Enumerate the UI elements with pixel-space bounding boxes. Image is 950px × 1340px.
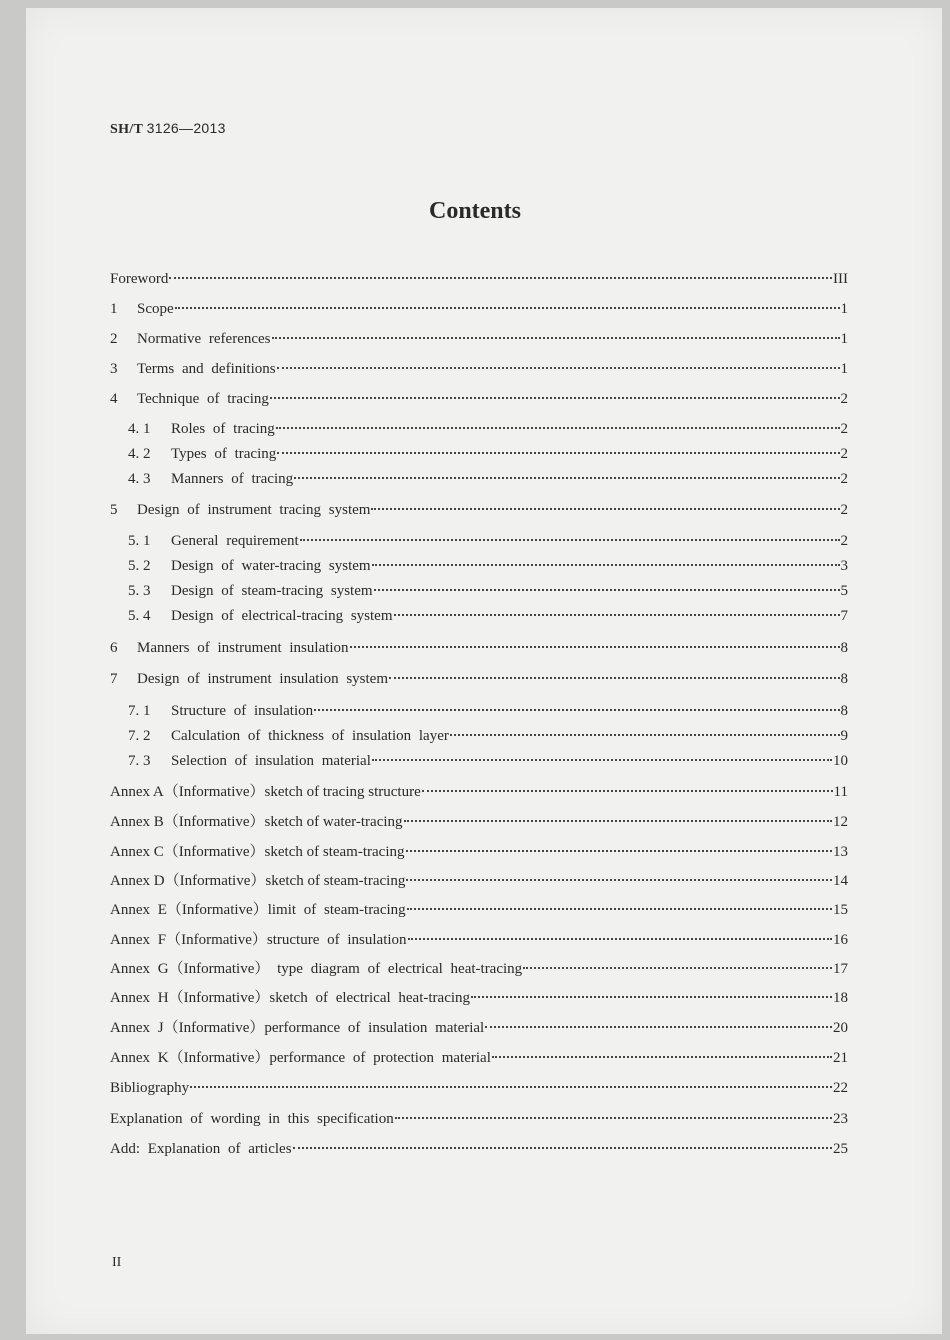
toc-entry-label: Normative references [137, 331, 271, 347]
toc-entry-label: Foreword [110, 271, 169, 287]
page-title: Contents [428, 198, 521, 224]
toc-entry[interactable] [110, 959, 848, 979]
toc-entry-label: Calculation of thickness of insulation layer [171, 728, 449, 744]
toc-entry-label: Annex J（Informative）performance of insulation material [110, 1020, 485, 1036]
toc-entry-label: Types of tracing [171, 446, 277, 462]
dot-leader [450, 734, 840, 736]
toc-entry[interactable] [128, 444, 848, 464]
toc-entry-label: Scope [137, 301, 174, 317]
toc-entry-label: Design of water-tracing system [171, 558, 371, 574]
toc-entry[interactable] [110, 871, 848, 891]
dot-leader [190, 1086, 832, 1088]
toc-entry-page: 14 [833, 873, 848, 889]
dot-leader [523, 967, 832, 969]
toc-entry-page: 21 [833, 1050, 848, 1066]
toc-entry-label: General requirement [171, 533, 299, 549]
toc-entry[interactable] [110, 812, 848, 832]
toc-entry-number: 7 [110, 671, 118, 687]
toc-entry[interactable] [110, 1048, 848, 1068]
dot-leader [272, 337, 840, 339]
dot-leader [395, 1117, 832, 1119]
toc-entry-page: 22 [833, 1080, 848, 1096]
toc-entry-label: Annex D（Informative）sketch of steam-tracing [110, 873, 406, 889]
toc-entry-page: 18 [833, 990, 848, 1006]
toc-entry-page: 3 [840, 558, 848, 574]
toc-entry-page: 20 [833, 1020, 848, 1036]
toc-entry-page: 23 [833, 1111, 848, 1127]
toc-entry-number: 4 [110, 391, 118, 407]
toc-entry[interactable] [110, 329, 848, 349]
toc-entry-number: 2 [110, 331, 118, 347]
toc-entry[interactable] [128, 726, 848, 746]
dot-leader [408, 938, 832, 940]
toc-entry-number: 5. 1 [128, 533, 151, 549]
dot-leader [169, 277, 832, 279]
toc-entry[interactable] [110, 500, 848, 520]
toc-entry-label: Bibliography [110, 1080, 190, 1096]
toc-entry-page: 8 [840, 671, 848, 687]
toc-entry[interactable] [110, 638, 848, 658]
toc-entry[interactable] [110, 269, 848, 289]
toc-entry-page: 10 [833, 753, 848, 769]
toc-entry-page: 16 [833, 932, 848, 948]
dot-leader [276, 427, 840, 429]
toc-entry-label: Technique of tracing [137, 391, 269, 407]
dot-leader [407, 908, 832, 910]
dot-leader [374, 589, 840, 591]
toc-entry-number: 7. 1 [128, 703, 151, 719]
toc-entry-label: Annex H（Informative）sketch of electrical heat-tracing [110, 990, 471, 1006]
toc-entry-label: Explanation of wording in this specification [110, 1111, 394, 1127]
toc-entry-label: Design of steam-tracing system [171, 583, 373, 599]
toc-entry-page: 11 [833, 784, 848, 800]
toc-entry[interactable] [110, 782, 848, 802]
standard-number: 3126—2013 [146, 120, 226, 136]
footer-page-number: II [112, 1255, 122, 1270]
toc-entry[interactable] [128, 606, 848, 626]
toc-entry-number: 5. 3 [128, 583, 151, 599]
dot-leader [389, 677, 840, 679]
toc-entry-page: 25 [833, 1141, 848, 1157]
toc-entry[interactable] [128, 556, 848, 576]
dot-leader [371, 508, 839, 510]
toc-entry-label: Annex G（Informative） type diagram of electrical heat-tracing [110, 961, 523, 977]
toc-entry-page: 2 [840, 533, 848, 549]
toc-entry[interactable] [110, 988, 848, 1008]
toc-entry-number: 4. 3 [128, 471, 151, 487]
toc-entry[interactable] [110, 1018, 848, 1038]
toc-entry-page: 2 [840, 502, 848, 518]
dot-leader [175, 307, 840, 309]
toc-entry-number: 7. 2 [128, 728, 151, 744]
toc-entry-page: 5 [840, 583, 848, 599]
standard-header [110, 120, 226, 138]
toc-entry-label: Design of electrical-tracing system [171, 608, 393, 624]
toc-entry-page: 17 [833, 961, 848, 977]
dot-leader [300, 539, 840, 541]
toc-entry[interactable] [110, 359, 848, 379]
toc-entry-page: III [833, 271, 848, 287]
toc-entry-page: 2 [840, 471, 848, 487]
dot-leader [372, 564, 840, 566]
toc-entry-number: 6 [110, 640, 118, 656]
toc-entry-label: Annex B（Informative）sketch of water-tracing [110, 814, 403, 830]
dot-leader [471, 996, 832, 998]
toc-entry-page: 8 [840, 703, 848, 719]
toc-entry-number: 7. 3 [128, 753, 151, 769]
toc-entry-page: 12 [833, 814, 848, 830]
toc-entry-page: 2 [840, 446, 848, 462]
toc-entry-label: Annex F（Informative）structure of insulation [110, 932, 407, 948]
toc-entry-label: Roles of tracing [171, 421, 275, 437]
toc-entry[interactable] [128, 701, 848, 721]
dot-leader [492, 1056, 832, 1058]
toc-entry[interactable] [110, 389, 848, 409]
standard-code: SH/T [110, 122, 143, 137]
toc-entry-number: 3 [110, 361, 118, 377]
toc-entry-label: Design of instrument insulation system [137, 671, 388, 687]
dot-leader [422, 790, 833, 792]
toc-entry[interactable] [110, 842, 848, 862]
dot-leader [277, 452, 839, 454]
toc-entry-label: Terms and definitions [137, 361, 276, 377]
toc-entry-label: Structure of insulation [171, 703, 314, 719]
toc-entry-number: 1 [110, 301, 118, 317]
toc-entry-page: 8 [840, 640, 848, 656]
toc-entry[interactable] [110, 1139, 848, 1159]
toc-entry[interactable] [110, 299, 848, 319]
dot-leader [485, 1026, 832, 1028]
toc-entry-number: 5. 4 [128, 608, 151, 624]
toc-entry[interactable] [110, 1109, 848, 1129]
toc-entry-page: 9 [840, 728, 848, 744]
toc-entry[interactable] [110, 900, 848, 920]
toc-entry[interactable] [110, 1078, 848, 1098]
toc-entry-label: Design of instrument tracing system [137, 502, 371, 518]
toc-entry-label: Annex C（Informative）sketch of steam-tracing [110, 844, 405, 860]
dot-leader [404, 820, 832, 822]
toc-entry-number: 4. 1 [128, 421, 151, 437]
toc-entry[interactable] [128, 531, 848, 551]
dot-leader [350, 646, 840, 648]
toc-entry-label: Annex A（Informative）sketch of tracing structure [110, 784, 421, 800]
toc-entry-page: 1 [840, 301, 848, 317]
toc-entry-page: 2 [840, 421, 848, 437]
toc-entry-label: Add: Explanation of articles [110, 1141, 292, 1157]
toc-entry-page: 13 [833, 844, 848, 860]
toc-entry-label: Manners of instrument insulation [137, 640, 349, 656]
toc-entry-label: Manners of tracing [171, 471, 294, 487]
toc-entry-label: Selection of insulation material [171, 753, 371, 769]
dot-leader [314, 709, 839, 711]
dot-leader [277, 367, 840, 369]
toc-entry[interactable] [110, 669, 848, 689]
toc-entry[interactable] [128, 469, 848, 489]
toc-entry[interactable] [110, 930, 848, 950]
dot-leader [270, 397, 840, 399]
dot-leader [372, 759, 832, 761]
toc-entry-number: 5. 2 [128, 558, 151, 574]
toc-entry-number: 4. 2 [128, 446, 151, 462]
toc-entry-page: 1 [840, 361, 848, 377]
dot-leader [394, 614, 840, 616]
toc-entry-number: 5 [110, 502, 118, 518]
dot-leader [406, 850, 833, 852]
dot-leader [294, 477, 839, 479]
dot-leader [406, 879, 832, 881]
toc-entry-label: Annex K（Informative）performance of protection material [110, 1050, 491, 1066]
toc-entry-page: 7 [840, 608, 848, 624]
toc-entry[interactable] [128, 751, 848, 771]
dot-leader [293, 1147, 832, 1149]
toc-entry-page: 15 [833, 902, 848, 918]
toc-entry-page: 1 [840, 331, 848, 347]
toc-entry-page: 2 [840, 391, 848, 407]
toc-entry[interactable] [128, 419, 848, 439]
toc-entry-label: Annex E（Informative）limit of steam-tracing [110, 902, 406, 918]
toc-entry[interactable] [128, 581, 848, 601]
